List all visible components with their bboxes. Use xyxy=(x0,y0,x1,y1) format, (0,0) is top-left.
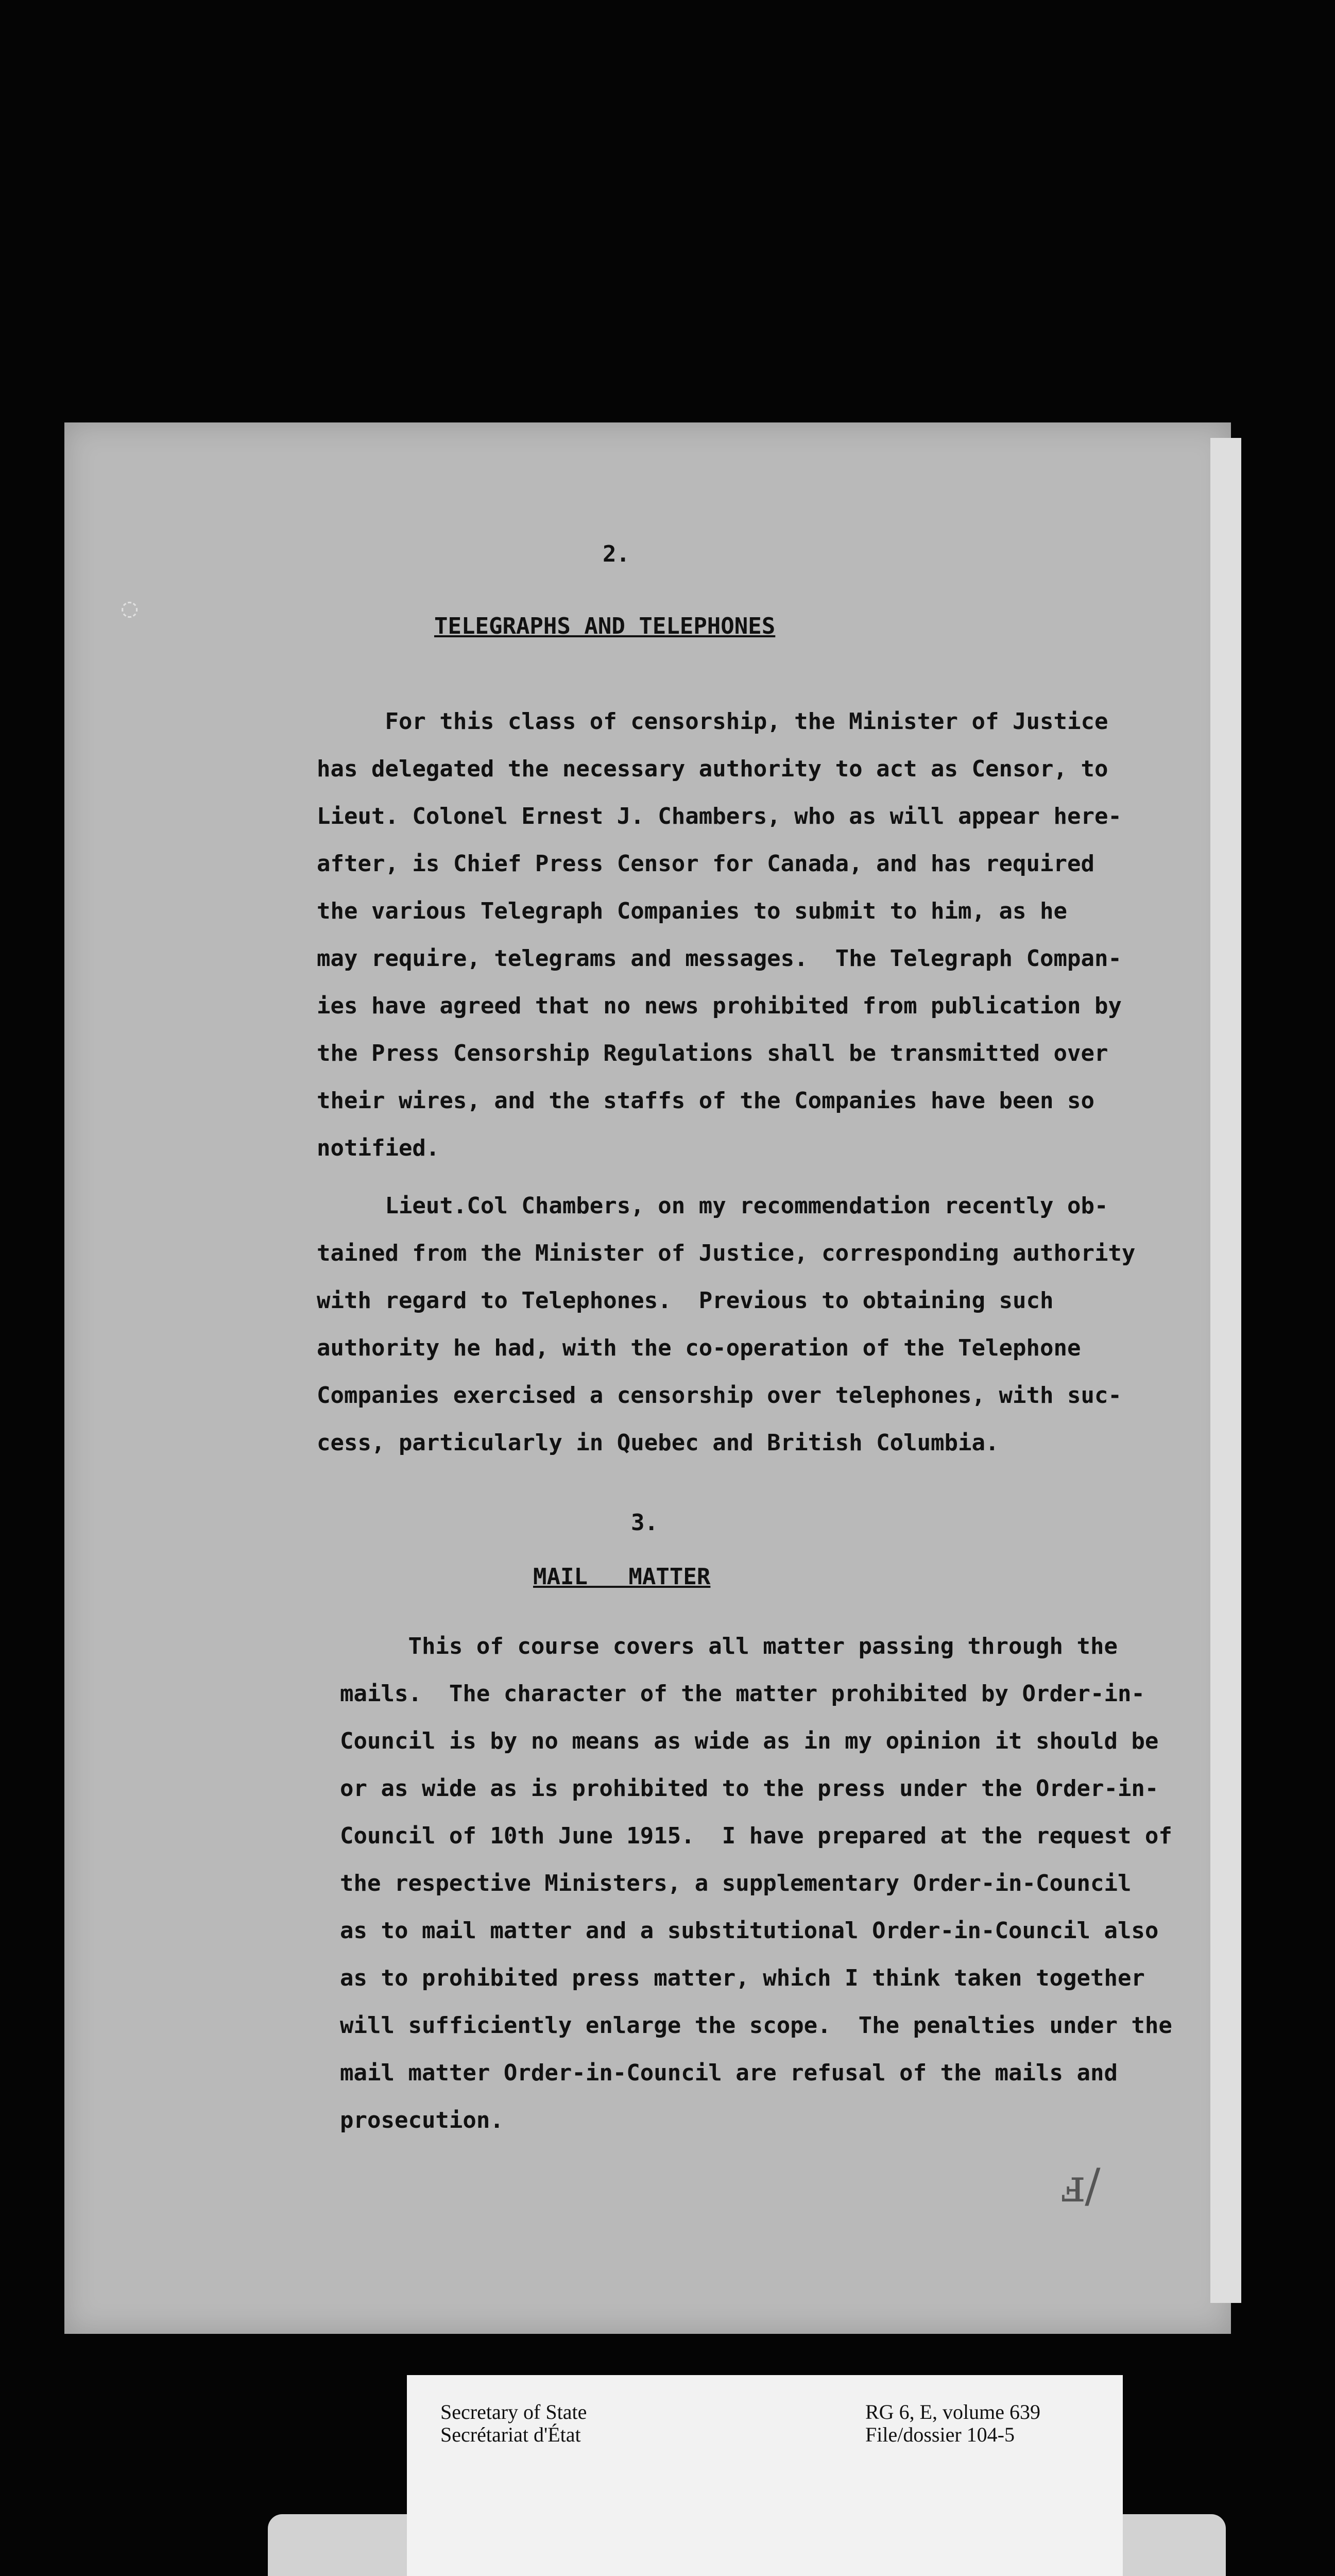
text-line: Council is by no means as wide as in my opinion it should be xyxy=(340,1728,1159,1754)
text-line: may require, telegrams and messages. The Telegraph Compan- xyxy=(317,945,1122,972)
text-line: For this class of censorship, the Minister of Justice xyxy=(317,708,1108,735)
text-line: Lieut.Col Chambers, on my recommendation recently ob- xyxy=(317,1193,1108,1219)
section-heading-telegraphs: TELEGRAPHS AND TELEPHONES xyxy=(434,613,776,639)
text-line: Companies exercised a censorship over telephones, with suc- xyxy=(317,1382,1122,1409)
text-line: mail matter Order-in-Council are refusal of the mails and xyxy=(340,2060,1118,2086)
text-line: will sufficiently enlarge the scope. The penalties under the xyxy=(340,2012,1172,2039)
paragraph-telephones xyxy=(317,1182,1135,1467)
text-line: cess, particularly in Quebec and British Columbia. xyxy=(317,1430,999,1456)
department-english: Secretary of State xyxy=(440,2400,587,2424)
text-line: after, is Chief Press Censor for Canada, and has required xyxy=(317,851,1094,877)
text-line: Lieut. Colonel Ernest J. Chambers, who as will appear here- xyxy=(317,803,1122,829)
paragraph-telegraphs xyxy=(317,698,1122,1172)
pencil-mark: ⅎ/ xyxy=(1061,2159,1101,2213)
text-line: the various Telegraph Companies to submit to him, as he xyxy=(317,898,1067,924)
text-line: has delegated the necessary authority to act as Censor, to xyxy=(317,756,1108,782)
department-french: Secrétariat d'État xyxy=(440,2423,581,2446)
text-line: authority he had, with the co-operation of the Telephone xyxy=(317,1335,1081,1361)
text-line: prosecution. xyxy=(340,2107,504,2133)
text-line: as to prohibited press matter, which I think taken together xyxy=(340,1965,1145,1991)
text-line: as to mail matter and a substitutional Order-in-Council also xyxy=(340,1918,1159,1944)
text-line: the Press Censorship Regulations shall be transmitted over xyxy=(317,1040,1108,1066)
text-line: ies have agreed that no news prohibited from publication by xyxy=(317,993,1122,1019)
text-line: mails. The character of the matter prohibited by Order-in- xyxy=(340,1681,1145,1707)
paragraph-mail-matter xyxy=(340,1623,1172,2144)
text-line: This of course covers all matter passing through the xyxy=(340,1633,1118,1659)
file-reference: File/dossier 104-5 xyxy=(865,2423,1015,2446)
section-number: 3. xyxy=(631,1510,658,1536)
text-line: tained from the Minister of Justice, corresponding authority xyxy=(317,1240,1136,1266)
text-line: notified. xyxy=(317,1135,440,1161)
text-line: their wires, and the staffs of the Companies have been so xyxy=(317,1088,1094,1114)
punch-hole-icon: ◌ xyxy=(122,592,138,623)
page-number: 2. xyxy=(603,541,630,567)
text-line: Council of 10th June 1915. I have prepared at the request of xyxy=(340,1823,1172,1849)
text-line: with regard to Telephones. Previous to obtaining such xyxy=(317,1287,1054,1314)
text-line: or as wide as is prohibited to the press under the Order-in- xyxy=(340,1775,1159,1802)
text-line: the respective Ministers, a supplementary Order-in-Council xyxy=(340,1870,1132,1896)
page-edge xyxy=(1210,438,1241,2303)
record-group-reference: RG 6, E, volume 639 xyxy=(865,2400,1040,2424)
archive-label xyxy=(407,2375,1123,2576)
section-heading-mail: MAIL MATTER xyxy=(533,1564,711,1590)
